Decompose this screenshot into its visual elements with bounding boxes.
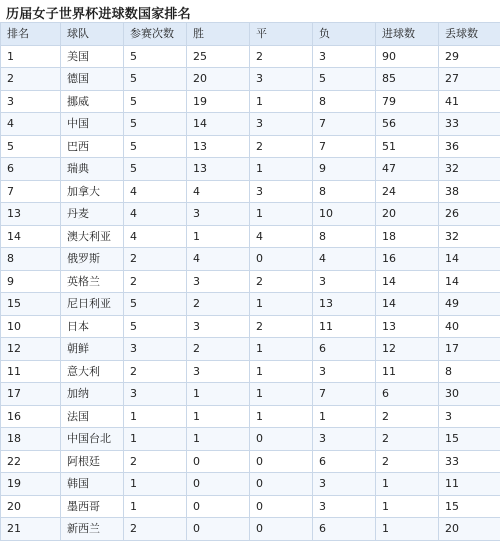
cell-wins: 0 (187, 450, 250, 473)
cell-goals-against: 14 (439, 248, 500, 271)
header-goals-against: 丢球数 (439, 23, 500, 46)
table-row (1, 68, 500, 91)
cell-draws: 3 (250, 68, 313, 91)
cell-goals-for: 24 (376, 180, 439, 203)
header-draws: 平 (250, 23, 313, 46)
cell-appearances: 5 (124, 90, 187, 113)
cell-goals-against: 14 (439, 270, 500, 293)
cell-goals-against: 33 (439, 450, 500, 473)
cell-team: 墨西哥 (61, 495, 124, 518)
cell-losses: 7 (313, 383, 376, 406)
cell-team: 挪威 (61, 90, 124, 113)
cell-goals-for: 51 (376, 135, 439, 158)
cell-goals-against: 49 (439, 293, 500, 316)
table-row (1, 450, 500, 473)
cell-wins: 4 (187, 248, 250, 271)
table-row (1, 428, 500, 451)
cell-wins: 0 (187, 518, 250, 541)
cell-goals-for: 18 (376, 225, 439, 248)
table-body (1, 45, 500, 540)
cell-losses: 10 (313, 203, 376, 226)
cell-goals-for: 1 (376, 518, 439, 541)
cell-goals-for: 14 (376, 293, 439, 316)
cell-appearances: 4 (124, 180, 187, 203)
table-header-row (1, 23, 500, 46)
cell-appearances: 5 (124, 113, 187, 136)
cell-losses: 8 (313, 180, 376, 203)
cell-appearances: 2 (124, 270, 187, 293)
cell-rank: 19 (1, 473, 61, 496)
cell-losses: 4 (313, 248, 376, 271)
cell-draws: 1 (250, 293, 313, 316)
cell-appearances: 5 (124, 293, 187, 316)
table-row (1, 293, 500, 316)
cell-wins: 3 (187, 203, 250, 226)
header-team: 球队 (61, 23, 124, 46)
cell-losses: 9 (313, 158, 376, 181)
cell-goals-for: 90 (376, 45, 439, 68)
cell-wins: 0 (187, 473, 250, 496)
cell-losses: 13 (313, 293, 376, 316)
cell-appearances: 2 (124, 450, 187, 473)
cell-wins: 19 (187, 90, 250, 113)
cell-team: 丹麦 (61, 203, 124, 226)
header-rank: 排名 (1, 23, 61, 46)
cell-goals-for: 20 (376, 203, 439, 226)
cell-wins: 20 (187, 68, 250, 91)
cell-draws: 1 (250, 158, 313, 181)
cell-goals-against: 32 (439, 158, 500, 181)
cell-wins: 1 (187, 225, 250, 248)
table-row (1, 113, 500, 136)
cell-goals-for: 79 (376, 90, 439, 113)
cell-appearances: 2 (124, 518, 187, 541)
cell-team: 韩国 (61, 473, 124, 496)
table-row (1, 360, 500, 383)
cell-goals-against: 33 (439, 113, 500, 136)
cell-goals-for: 14 (376, 270, 439, 293)
cell-rank: 17 (1, 383, 61, 406)
cell-team: 俄罗斯 (61, 248, 124, 271)
cell-team: 法国 (61, 405, 124, 428)
cell-draws: 4 (250, 225, 313, 248)
table-row (1, 203, 500, 226)
cell-rank: 8 (1, 248, 61, 271)
cell-rank: 12 (1, 338, 61, 361)
cell-wins: 3 (187, 315, 250, 338)
cell-team: 英格兰 (61, 270, 124, 293)
cell-rank: 15 (1, 293, 61, 316)
cell-goals-against: 36 (439, 135, 500, 158)
cell-losses: 6 (313, 338, 376, 361)
table-row (1, 248, 500, 271)
cell-goals-for: 1 (376, 495, 439, 518)
cell-goals-for: 13 (376, 315, 439, 338)
cell-rank: 14 (1, 225, 61, 248)
page-title: 历届女子世界杯进球数国家排名 (6, 3, 191, 22)
cell-goals-for: 16 (376, 248, 439, 271)
table-row (1, 405, 500, 428)
cell-goals-for: 2 (376, 450, 439, 473)
cell-appearances: 4 (124, 225, 187, 248)
table-row (1, 495, 500, 518)
cell-goals-for: 2 (376, 428, 439, 451)
header-losses: 负 (313, 23, 376, 46)
cell-draws: 1 (250, 203, 313, 226)
cell-team: 瑞典 (61, 158, 124, 181)
cell-losses: 8 (313, 225, 376, 248)
cell-goals-against: 11 (439, 473, 500, 496)
cell-wins: 2 (187, 338, 250, 361)
cell-appearances: 1 (124, 495, 187, 518)
cell-wins: 0 (187, 495, 250, 518)
cell-draws: 3 (250, 180, 313, 203)
cell-team: 澳大利亚 (61, 225, 124, 248)
cell-goals-against: 17 (439, 338, 500, 361)
cell-draws: 1 (250, 90, 313, 113)
table-row (1, 473, 500, 496)
cell-team: 美国 (61, 45, 124, 68)
cell-goals-for: 85 (376, 68, 439, 91)
cell-losses: 3 (313, 45, 376, 68)
cell-losses: 3 (313, 473, 376, 496)
cell-rank: 9 (1, 270, 61, 293)
cell-appearances: 5 (124, 315, 187, 338)
cell-draws: 0 (250, 518, 313, 541)
cell-losses: 6 (313, 450, 376, 473)
cell-rank: 6 (1, 158, 61, 181)
cell-wins: 1 (187, 405, 250, 428)
cell-goals-against: 15 (439, 495, 500, 518)
cell-losses: 3 (313, 270, 376, 293)
cell-appearances: 5 (124, 68, 187, 91)
cell-team: 新西兰 (61, 518, 124, 541)
cell-goals-for: 11 (376, 360, 439, 383)
cell-goals-against: 8 (439, 360, 500, 383)
cell-goals-for: 12 (376, 338, 439, 361)
table-row (1, 383, 500, 406)
cell-draws: 2 (250, 45, 313, 68)
cell-team: 尼日利亚 (61, 293, 124, 316)
cell-draws: 0 (250, 248, 313, 271)
cell-rank: 5 (1, 135, 61, 158)
cell-wins: 2 (187, 293, 250, 316)
cell-appearances: 2 (124, 248, 187, 271)
cell-losses: 5 (313, 68, 376, 91)
cell-draws: 2 (250, 315, 313, 338)
cell-wins: 3 (187, 360, 250, 383)
cell-goals-against: 15 (439, 428, 500, 451)
cell-team: 朝鲜 (61, 338, 124, 361)
header-goals-for: 进球数 (376, 23, 439, 46)
cell-losses: 7 (313, 113, 376, 136)
cell-rank: 2 (1, 68, 61, 91)
cell-appearances: 4 (124, 203, 187, 226)
cell-goals-against: 38 (439, 180, 500, 203)
cell-wins: 14 (187, 113, 250, 136)
table-row (1, 338, 500, 361)
table-row (1, 225, 500, 248)
cell-goals-against: 40 (439, 315, 500, 338)
cell-team: 加纳 (61, 383, 124, 406)
cell-rank: 11 (1, 360, 61, 383)
cell-team: 加拿大 (61, 180, 124, 203)
cell-rank: 1 (1, 45, 61, 68)
cell-losses: 3 (313, 360, 376, 383)
cell-draws: 2 (250, 135, 313, 158)
table-row (1, 180, 500, 203)
cell-losses: 3 (313, 428, 376, 451)
cell-appearances: 1 (124, 405, 187, 428)
cell-rank: 4 (1, 113, 61, 136)
cell-goals-against: 26 (439, 203, 500, 226)
cell-appearances: 5 (124, 135, 187, 158)
cell-draws: 1 (250, 383, 313, 406)
cell-losses: 1 (313, 405, 376, 428)
table-row (1, 315, 500, 338)
cell-rank: 13 (1, 203, 61, 226)
cell-losses: 8 (313, 90, 376, 113)
header-appearances: 参赛次数 (124, 23, 187, 46)
table-row (1, 158, 500, 181)
cell-goals-for: 1 (376, 473, 439, 496)
table-row (1, 45, 500, 68)
cell-team: 中国 (61, 113, 124, 136)
cell-draws: 3 (250, 113, 313, 136)
cell-rank: 22 (1, 450, 61, 473)
cell-goals-for: 2 (376, 405, 439, 428)
cell-team: 意大利 (61, 360, 124, 383)
cell-appearances: 2 (124, 360, 187, 383)
cell-rank: 20 (1, 495, 61, 518)
cell-draws: 1 (250, 405, 313, 428)
header-wins: 胜 (187, 23, 250, 46)
cell-goals-against: 32 (439, 225, 500, 248)
cell-appearances: 5 (124, 45, 187, 68)
cell-goals-against: 20 (439, 518, 500, 541)
cell-losses: 11 (313, 315, 376, 338)
table-row (1, 90, 500, 113)
cell-draws: 0 (250, 495, 313, 518)
cell-losses: 3 (313, 495, 376, 518)
cell-appearances: 3 (124, 383, 187, 406)
cell-goals-for: 47 (376, 158, 439, 181)
cell-rank: 3 (1, 90, 61, 113)
cell-appearances: 1 (124, 428, 187, 451)
cell-team: 德国 (61, 68, 124, 91)
cell-appearances: 1 (124, 473, 187, 496)
cell-draws: 0 (250, 473, 313, 496)
cell-rank: 21 (1, 518, 61, 541)
cell-losses: 7 (313, 135, 376, 158)
cell-goals-for: 6 (376, 383, 439, 406)
cell-draws: 0 (250, 428, 313, 451)
cell-losses: 6 (313, 518, 376, 541)
cell-goals-for: 56 (376, 113, 439, 136)
cell-team: 阿根廷 (61, 450, 124, 473)
cell-draws: 0 (250, 450, 313, 473)
cell-appearances: 3 (124, 338, 187, 361)
cell-team: 中国台北 (61, 428, 124, 451)
cell-rank: 16 (1, 405, 61, 428)
cell-team: 日本 (61, 315, 124, 338)
cell-goals-against: 29 (439, 45, 500, 68)
cell-team: 巴西 (61, 135, 124, 158)
table-row (1, 270, 500, 293)
cell-draws: 2 (250, 270, 313, 293)
cell-wins: 1 (187, 428, 250, 451)
cell-goals-against: 27 (439, 68, 500, 91)
ranking-table (0, 22, 500, 541)
cell-wins: 25 (187, 45, 250, 68)
table-row (1, 135, 500, 158)
cell-wins: 13 (187, 158, 250, 181)
cell-goals-against: 41 (439, 90, 500, 113)
cell-wins: 1 (187, 383, 250, 406)
cell-wins: 4 (187, 180, 250, 203)
cell-goals-against: 30 (439, 383, 500, 406)
cell-appearances: 5 (124, 158, 187, 181)
cell-draws: 1 (250, 338, 313, 361)
cell-rank: 10 (1, 315, 61, 338)
cell-goals-against: 3 (439, 405, 500, 428)
cell-wins: 3 (187, 270, 250, 293)
cell-rank: 7 (1, 180, 61, 203)
cell-draws: 1 (250, 360, 313, 383)
table-row (1, 518, 500, 541)
cell-wins: 13 (187, 135, 250, 158)
cell-rank: 18 (1, 428, 61, 451)
